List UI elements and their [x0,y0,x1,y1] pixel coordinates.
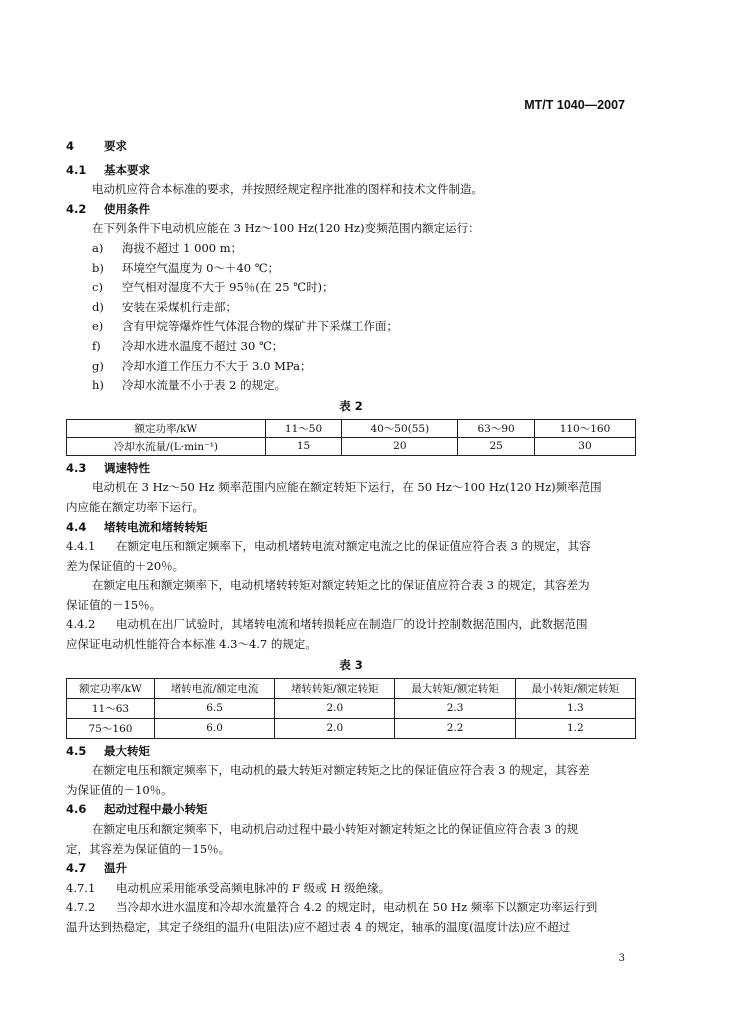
section-4-1-heading [66,161,636,181]
clause-text: 电动机应采用能承受高频电脉冲的 F 级或 H 级绝缘。 [116,880,391,895]
list-item [66,298,636,318]
item-label: g) [92,358,104,373]
item-label: d) [92,299,104,314]
clause-number: 4.7.1 [66,880,96,895]
paragraph-line: 内应能在额定功率下运行。 [66,499,204,514]
item-text: 海拔不超过 1 000 m； [122,240,243,255]
section-4-heading [66,137,636,157]
item-text: 冷却水流量不小于表 2 的规定。 [122,378,287,393]
table-row [67,437,636,455]
item-label: b) [92,260,104,275]
section-4-6-heading [66,800,636,820]
item-text: 含有甲烷等爆炸性气体混合物的煤矿井下采煤工作面； [122,319,398,334]
table-row [67,718,636,738]
section-title: 温升 [104,861,127,876]
paragraph-line: 应保证电动机性能符合本标准 4.3～4.7 的规定。 [66,637,317,652]
list-item [66,357,636,377]
paragraph-line: 在额定电压和额定频率下，电动机堵转转矩对额定转矩之比的保证值应符合表 3 的规定，其容差为 [92,578,590,593]
table-cell: 1.2 [515,718,635,738]
clause-text: 在额定电压和额定频率下，电动机堵转电流对额定电流之比的保证值应符合表 3 的规定，其容 [116,539,591,554]
section-number: 4 [66,139,75,153]
clause-text: 当冷却水进水温度和冷却水流量符合 4.2 的规定时，电动机在 50 Hz 频率下以额定功率运行到 [116,900,598,915]
paragraph-line: 在额定电压和额定频率下，电动机启动过程中最小转矩对额定转矩之比的保证值应符合表 3 的规 [92,822,579,837]
table-cell: 63～90 [458,419,535,437]
paragraph: 电动机应符合本标准的要求，并按照经规定程序批准的图样和技术文件制造。 [92,182,483,197]
section-title: 基本要求 [104,162,150,177]
table-cell: 6.0 [154,718,274,738]
clause-number: 4.4.2 [66,617,96,632]
table-2-title: 表 2 [339,398,363,413]
table-cell: 2.2 [395,718,515,738]
standard-code: MT/T 1040—2007 [524,98,625,112]
paragraph-line [66,537,636,557]
table-header-row [67,678,636,698]
table-cell: 11～63 [67,698,155,718]
list-item [66,259,636,279]
paragraph: 在下列条件下电动机应能在 3 Hz～100 Hz(120 Hz)变频范围内额定运行： [92,221,480,236]
table-cell: 2.0 [275,718,395,738]
section-number: 4.6 [66,802,87,817]
table-cell: 20 [342,437,458,455]
document-body [66,137,636,938]
list-item [66,317,636,337]
item-label: a) [92,240,104,255]
section-4-2-heading [66,200,636,220]
table-cell: 11～50 [265,419,342,437]
section-title: 堵转电流和堵转转矩 [104,519,208,534]
item-label: c) [92,280,103,295]
section-number: 4.5 [66,743,87,758]
paragraph-line: 保证值的－15％。 [66,597,162,612]
clause-number: 4.4.1 [66,539,96,554]
table-row [67,419,636,437]
table-cell: 6.5 [154,698,274,718]
table-cell: 110～160 [534,419,635,437]
list-item [66,376,636,396]
column-header: 额定功率/kW [67,678,155,698]
page-number: 3 [618,953,625,964]
paragraph-line: 定，其容差为保证值的－15％。 [66,841,231,856]
table-cell: 15 [265,437,342,455]
column-header: 最大转矩/额定转矩 [395,678,515,698]
clause-number: 4.7.2 [66,900,96,915]
paragraph-line: 差为保证值的＋20％。 [66,558,185,573]
paragraph-line: 为保证值的－10％。 [66,782,173,797]
section-number: 4.4 [66,519,87,534]
item-text: 空气相对湿度不大于 95％(在 25 ℃时)； [122,280,334,295]
item-label: f) [92,338,101,353]
table-cell: 2.3 [395,698,515,718]
table-cell: 2.0 [275,698,395,718]
column-header: 堵转转矩/额定转矩 [275,678,395,698]
item-text: 安装在采煤机行走部； [122,299,237,314]
list-item [66,337,636,357]
table-cell: 25 [458,437,535,455]
section-title: 起动过程中最小转矩 [104,802,208,817]
column-header: 堵转电流/额定电流 [154,678,274,698]
section-number: 4.2 [66,201,87,216]
section-title: 调速特性 [104,460,150,475]
section-4-3-heading [66,459,636,479]
table-cell: 额定功率/kW [67,419,266,437]
section-4-4-heading [66,518,636,538]
paragraph-line [66,879,636,899]
table-cell: 1.3 [515,698,635,718]
section-4-5-heading [66,742,636,762]
paragraph-line: 电动机在 3 Hz～50 Hz 频率范围内应能在额定转矩下运行，在 50 Hz～100 Hz(120 Hz)频率范围 [92,480,602,495]
paragraph-line: 在额定电压和额定频率下，电动机的最大转矩对额定转矩之比的保证值应符合表 3 的规定，其容差 [92,763,590,778]
paragraph-line [66,898,636,918]
table-cell: 40～50(55) [342,419,458,437]
table-cell: 30 [534,437,635,455]
section-title: 要求 [104,139,127,153]
paragraph-line: 温升达到热稳定，其定子绕组的温升(电阻法)应不超过表 4 的规定，轴承的温度(温度计法)应不超过 [66,920,571,934]
item-text: 冷却水道工作压力不大于 3.0 MPa； [122,358,312,373]
item-text: 冷却水进水温度不超过 30 ℃； [122,338,284,353]
item-text: 环境空气温度为 0～＋40 ℃； [122,260,280,275]
section-title: 最大转矩 [104,743,150,758]
column-header: 最小转矩/额定转矩 [515,678,635,698]
table-3 [66,678,636,739]
list-item [66,278,636,298]
section-number: 4.3 [66,460,87,475]
section-title: 使用条件 [104,201,150,216]
paragraph-line [66,615,636,635]
clause-text: 电动机在出厂试验时，其堵转电流和堵转损耗应在制造厂的设计控制数据范围内，此数据范围 [116,617,588,632]
table-row [67,698,636,718]
table-cell: 冷却水流量/(L·min⁻¹) [67,437,266,455]
section-4-7-heading [66,859,636,879]
item-label: h) [92,378,104,393]
table-cell: 75～160 [67,718,155,738]
section-number: 4.7 [66,861,87,876]
table-2 [66,419,636,456]
section-number: 4.1 [66,162,87,177]
table-3-title: 表 3 [339,657,363,672]
list-item [66,239,636,259]
item-label: e) [92,319,104,334]
